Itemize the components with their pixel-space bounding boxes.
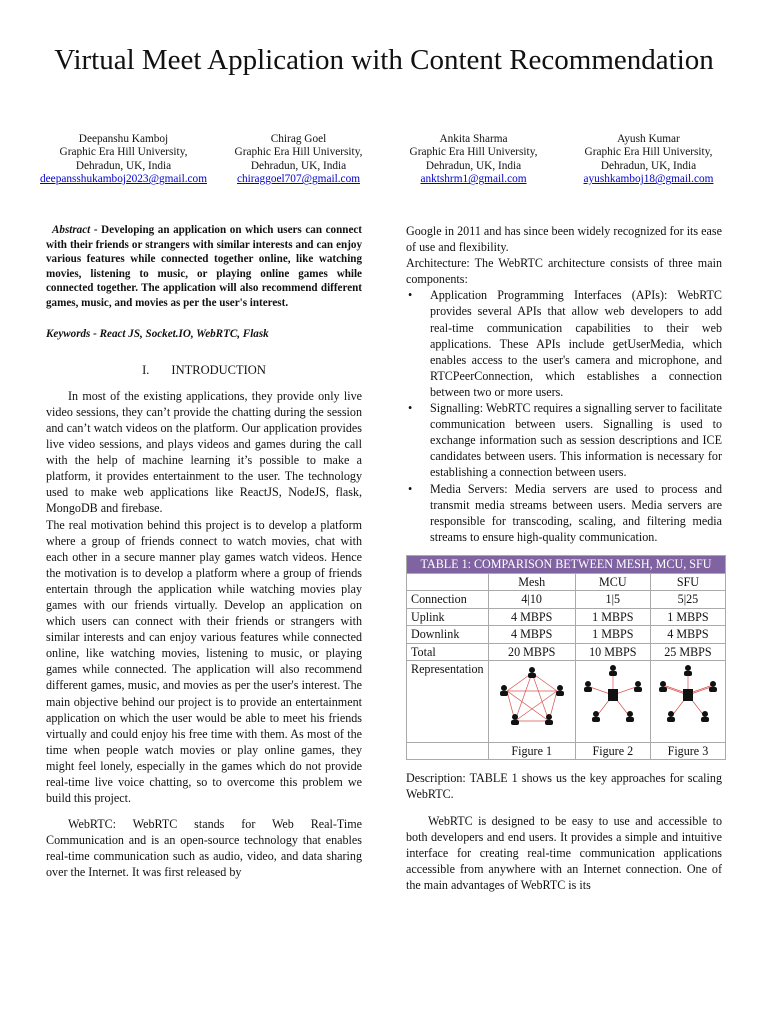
table-cell: 4 MBPS (650, 626, 725, 644)
author-email-link[interactable]: ayushkamboj18@gmail.com (583, 173, 714, 186)
author-name: Ankita Sharma (439, 133, 508, 145)
table-header-cell (407, 573, 489, 591)
list-item (406, 400, 722, 480)
mcu-topology-figure (575, 661, 650, 743)
table-cell: 4|10 (488, 591, 575, 609)
author-affiliation: Graphic Era Hill University, (234, 146, 363, 159)
table-row (407, 608, 726, 626)
table-cell: 1|5 (575, 591, 650, 609)
component-list (406, 287, 722, 545)
comparison-table (406, 555, 726, 761)
author-email-link[interactable]: anktshrm1@gmail.com (420, 173, 527, 186)
paragraph: In most of the existing applications, they provide only live video sessions, they can’t provide the chatting during the session and can’t watch videos on the platform. Our application provides live video sessions, and plays videos and games during the call with the help of machine learning it’s possible to make a platform, it provides entertainment to the user. The technology used to make web applications like ReactJS, NodeJS, flask, MongoDB and firebase. (46, 388, 362, 516)
author-name: Deepanshu Kamboj (78, 133, 169, 145)
table-cell: Total (407, 643, 489, 661)
bullet-icon: • (408, 481, 413, 496)
author-affiliation: Graphic Era Hill University, (59, 146, 188, 159)
table-header-row (407, 573, 726, 591)
author-location: Dehradun, UK, India (75, 159, 172, 172)
paragraph: WebRTC is designed to be easy to use and accessible to both developers and end users. It provides a simple and intuitive interface for creating real-time communication applications accessible from anywhere with an Internet connection. One of the main advantages of WebRTC is its (406, 813, 722, 892)
list-item-text: Media Servers: Media servers are used to process and transmit media streams between users. Media servers are responsible for transcoding, scaling, and filtering media streams to ensure high-quality communication. (430, 481, 722, 544)
figure-caption: Figure 3 (650, 742, 725, 760)
table-row (407, 643, 726, 661)
table-cell: 5|25 (650, 591, 725, 609)
author-affiliation: Graphic Era Hill University, (584, 146, 713, 159)
list-item (406, 287, 722, 400)
bullet-icon: • (408, 288, 413, 303)
paragraph: The real motivation behind this project is to develop a platform where a group of friends connect to watch movies, chat with each other in a secure manner play games watch videos. Hence the motivation is to develop a platform where a group of friends entertain through the application while watching movies play games with our friends virtually. Develop an application on which users can connect with their friends or strangers with similar interests and can enjoy various features while connected online, like watching movies, listening to music, or playing games while connected. The application will also recommend different games, music, and movies as per the user's interest. The main objective behind our project is to provide an entertainment application on which the user would be able to meet his friends virtually and could enjoy his free time with them. As most of the time when people watch movies or play online games, they might feel lonely, especially in the games which do not provide real-time live voice chatting, so to overcome this problem we build this project. (46, 517, 362, 806)
mesh-topology-figure (488, 661, 575, 743)
abstract-text: - Developing an application on which users can connect with their friends or strangers with similar interests and can enjoy various features while connected together online, like watching movies, listening to music, or playing online games while connected together. The application will also recommend different games, music, and movies as per the user's interest. (46, 224, 362, 309)
paper-title: Virtual Meet Application with Content Recommendation (54, 44, 714, 76)
table-header-cell: SFU (650, 573, 725, 591)
author-location: Dehradun, UK, India (250, 159, 347, 172)
sfu-topology-figure (650, 661, 725, 743)
author-email-link[interactable]: chiraggoel707@gmail.com (236, 173, 361, 186)
table-cell: 1 MBPS (650, 608, 725, 626)
table-description: Description: TABLE 1 shows us the key approaches for scaling WebRTC. (406, 771, 722, 802)
paragraph: Architecture: The WebRTC architecture consists of three main components: (406, 256, 722, 287)
author-location: Dehradun, UK, India (600, 159, 697, 172)
table-row (407, 626, 726, 644)
table-cell: Downlink (407, 626, 489, 644)
figure-caption: Figure 1 (488, 742, 575, 760)
table-row (407, 591, 726, 609)
table-cell: 1 MBPS (575, 608, 650, 626)
table-cell: 25 MBPS (650, 643, 725, 661)
author-3 (386, 133, 561, 187)
author-email-link[interactable]: deepansshukamboj2023@gmail.com (40, 173, 207, 186)
table-header-cell: Mesh (488, 573, 575, 591)
figure-caption: Figure 2 (575, 742, 650, 760)
author-affiliation: Graphic Era Hill University, (409, 146, 538, 159)
table-cell: 1 MBPS (575, 626, 650, 644)
author-name: Chirag Goel (270, 133, 327, 145)
list-item-text: Signalling: WebRTC requires a signalling server to facilitate communication between users. Signalling is used to exchange information such as session descriptions and ICE candidates between users. This information is necessary for establishing a connection between users. (430, 401, 722, 480)
table-cell: 4 MBPS (488, 626, 575, 644)
author-location: Dehradun, UK, India (425, 159, 522, 172)
table-row (407, 742, 726, 760)
author-block (36, 133, 736, 187)
mesh-diagram-icon (493, 661, 571, 737)
author-name: Ayush Kumar (617, 133, 680, 145)
bullet-icon: • (408, 401, 413, 416)
mcu-diagram-icon (580, 661, 646, 737)
table-caption: TABLE 1: COMPARISON BETWEEN MESH, MCU, SFU (407, 555, 726, 573)
keywords: Keywords - React JS, Socket.IO, WebRTC, Flask (46, 327, 269, 340)
table-cell: Connection (407, 591, 489, 609)
table-cell: Uplink (407, 608, 489, 626)
sfu-diagram-icon (655, 661, 721, 737)
section-number: I. (142, 362, 150, 377)
abstract (46, 223, 362, 311)
list-item-text: Application Programming Interfaces (APIs): WebRTC provides several APIs that allow web developers to add real-time communication capabilities to their web applications. These APIs include getUserMedia, which enables access to the user's camera and microphone, and RTCPeerConnection, which establishes a connection between two or more users. (430, 288, 722, 399)
table-cell: 10 MBPS (575, 643, 650, 661)
table-cell: 4 MBPS (488, 608, 575, 626)
table-header-cell: MCU (575, 573, 650, 591)
right-column (406, 223, 722, 893)
table-cell: Representation (407, 661, 489, 743)
table-cell: 20 MBPS (488, 643, 575, 661)
table-cell (407, 742, 489, 760)
author-4 (561, 133, 736, 187)
author-1 (36, 133, 211, 187)
list-item (406, 481, 722, 545)
left-column (46, 223, 362, 881)
paragraph: Google in 2011 and has since been widely recognized for its ease of use and flexibility. (406, 224, 722, 255)
author-2 (211, 133, 386, 187)
section-heading (46, 362, 362, 378)
section-title: INTRODUCTION (171, 362, 266, 377)
table-row (407, 661, 726, 743)
abstract-label: Abstract (52, 224, 91, 236)
paragraph: WebRTC: WebRTC stands for Web Real-Time Communication and is an open-source technology that enables real-time communication such as audio, video, and data sharing over the Internet. It was first released by (46, 817, 362, 880)
